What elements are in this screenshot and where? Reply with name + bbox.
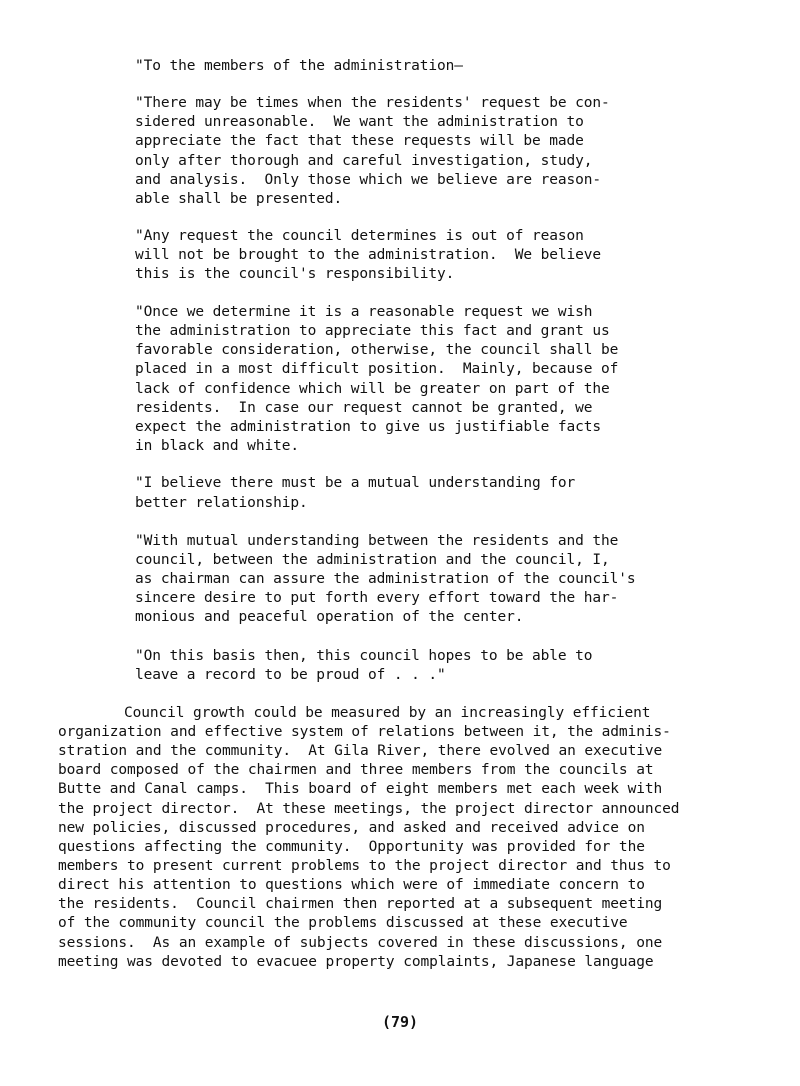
text-line: questions affecting the community. Opportunity was provided for the <box>58 839 645 855</box>
text-line: direct his attention to questions which were of immediate concern to <box>58 877 645 893</box>
text-line: organization and effective system of relations between it, the adminis- <box>58 724 671 740</box>
text-line: sincere desire to put forth every effort toward the har- <box>135 590 619 606</box>
text-line: in black and white. <box>135 438 299 454</box>
text-line: as chairman can assure the administration of the council's <box>135 571 636 587</box>
text-line: appreciate the fact that these requests will be made <box>135 133 584 149</box>
text-line: stration and the community. At Gila River, there evolved an executive <box>58 743 663 759</box>
text-line: "To the members of the administration— <box>135 58 463 74</box>
text-line: sidered unreasonable. We want the administration to <box>135 114 584 130</box>
text-line: "With mutual understanding between the residents and the <box>135 533 619 549</box>
page-number: (79) <box>381 1013 419 1031</box>
text-line: board composed of the chairmen and three members from the councils at <box>58 762 654 778</box>
text-line: "On this basis then, this council hopes to be able to <box>135 648 593 664</box>
text-line: members to present current problems to the project director and thus to <box>58 858 671 874</box>
text-line: "There may be times when the residents' request be con- <box>135 95 610 111</box>
text-line: lack of confidence which will be greater on part of the <box>135 381 610 397</box>
text-line: "Any request the council determines is out of reason <box>135 228 584 244</box>
text-line: able shall be presented. <box>135 191 343 207</box>
text-line: only after thorough and careful investigation, study, <box>135 153 593 169</box>
text-line: meeting was devoted to evacuee property complaints, Japanese language <box>58 954 654 970</box>
text-line: placed in a most difficult position. Mainly, because of <box>135 361 619 377</box>
text-line: and analysis. Only those which we believe are reason- <box>135 172 602 188</box>
text-line: the project director. At these meetings, the project director announced <box>58 801 680 817</box>
text-line: council, between the administration and the council, I, <box>135 552 610 568</box>
text-line: Council growth could be measured by an increasingly efficient <box>124 705 651 721</box>
text-line: monious and peaceful operation of the center. <box>135 609 524 625</box>
text-line: this is the council's responsibility. <box>135 266 455 282</box>
text-line: new policies, discussed procedures, and asked and received advice on <box>58 820 645 836</box>
text-line: better relationship. <box>135 495 308 511</box>
text-line: will not be brought to the administration. We believe <box>135 247 602 263</box>
text-line: expect the administration to give us justifiable facts <box>135 419 602 435</box>
text-line: residents. In case our request cannot be granted, we <box>135 400 593 416</box>
text-line: "Once we determine it is a reasonable request we wish <box>135 304 593 320</box>
text-line: sessions. As an example of subjects covered in these discussions, one <box>58 935 663 951</box>
text-line: favorable consideration, otherwise, the council shall be <box>135 342 619 358</box>
text-line: Butte and Canal camps. This board of eight members met each week with <box>58 781 663 797</box>
text-line: of the community council the problems discussed at these executive <box>58 915 628 931</box>
text-line: leave a record to be proud of . . ." <box>135 667 446 683</box>
text-line: the residents. Council chairmen then reported at a subsequent meeting <box>58 896 663 912</box>
text-line: the administration to appreciate this fact and grant us <box>135 323 610 339</box>
text-line: "I believe there must be a mutual understanding for <box>135 475 576 491</box>
